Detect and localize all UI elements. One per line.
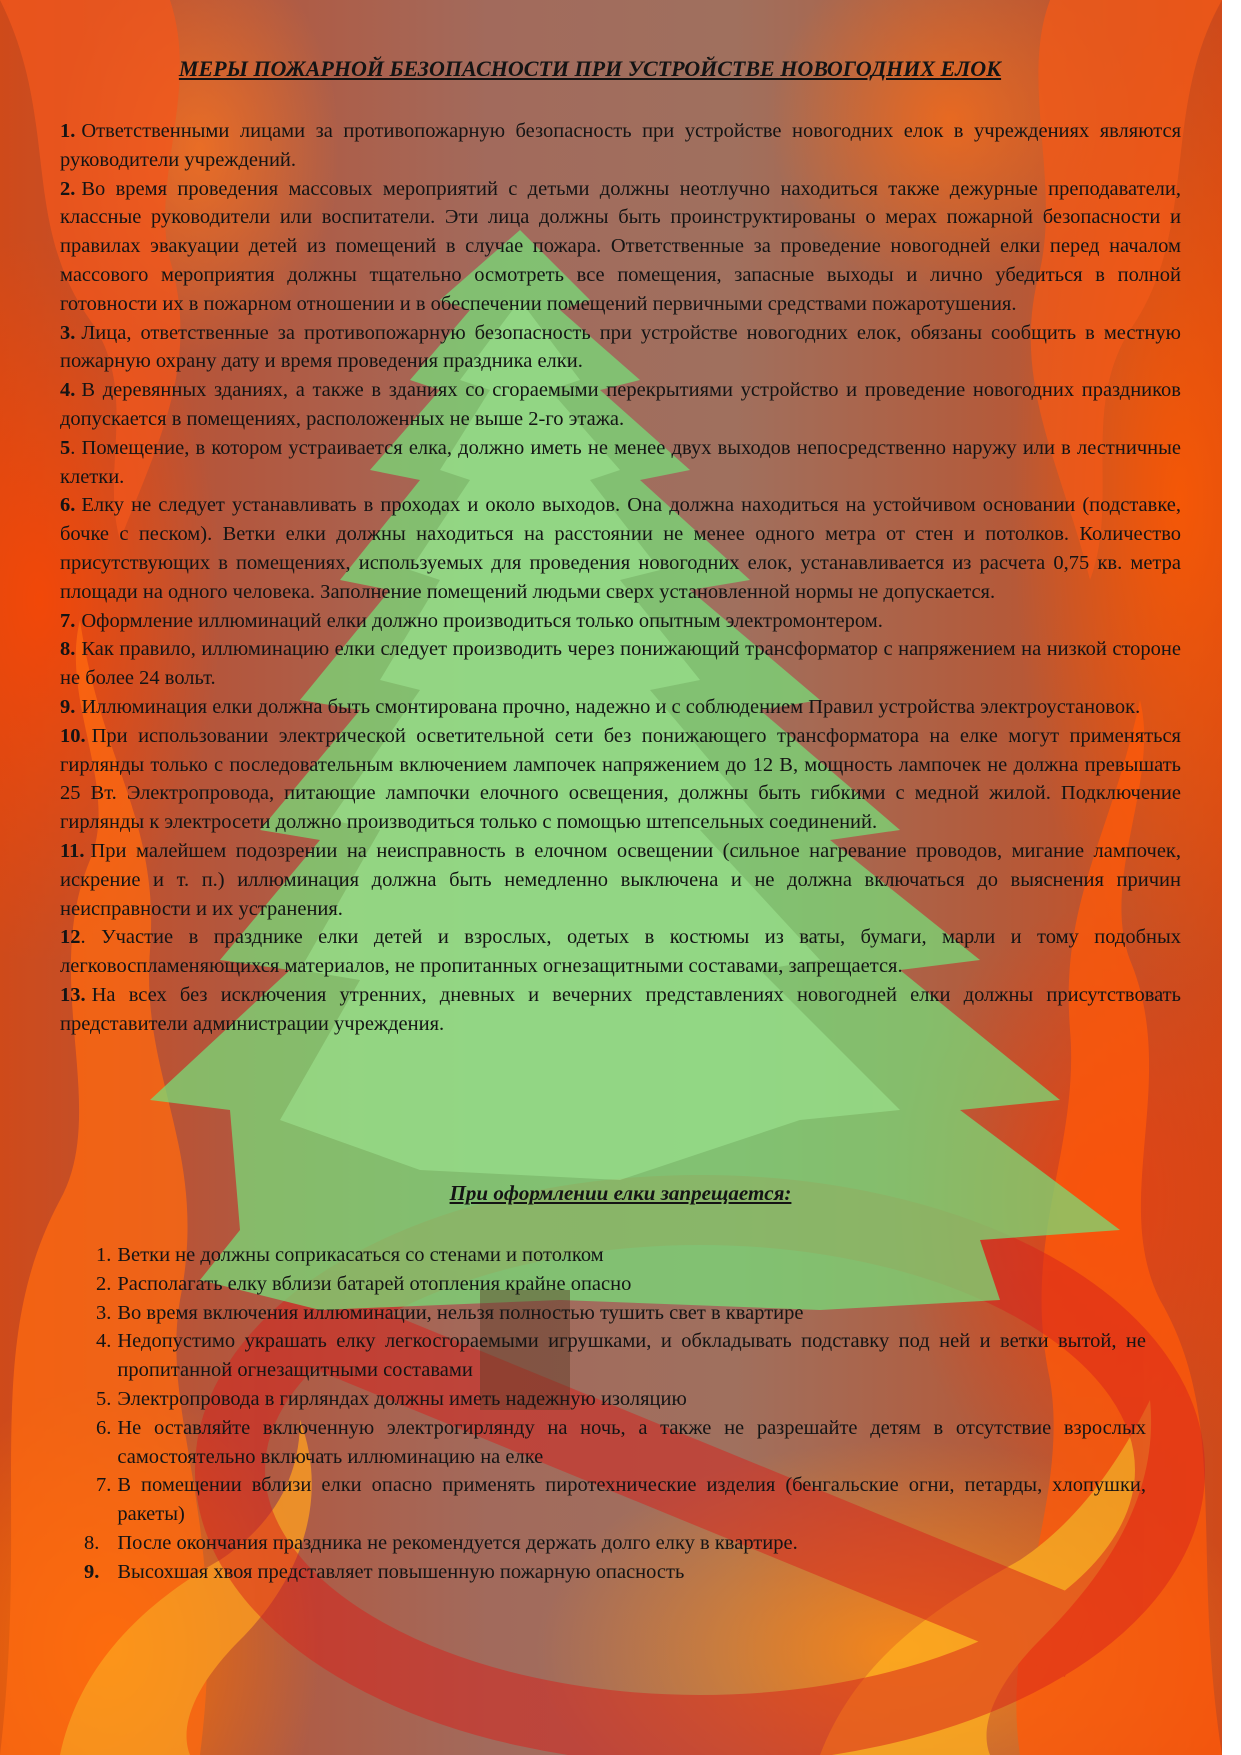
forbidden-text: Высохшая хвоя представляет повышенную пожарную опасность bbox=[117, 1560, 685, 1583]
rule-text: На всех без исключения утренних, дневных и вечерних представлениях новогодней елки должны присутствовать представители администрации учреждения. bbox=[60, 983, 1181, 1035]
rule-number: 1. bbox=[60, 120, 76, 142]
rule-number: 10. bbox=[60, 724, 86, 747]
rule-item bbox=[60, 491, 1181, 606]
rule-item bbox=[60, 837, 1181, 923]
rule-text: . Участие в празднике елки детей и взрослых, одетых в костюмы из ваты, бумаги, марли и тому подобных легковоспламеняющихся материалов, не пропитанных огнезащитными составами, запрещается. bbox=[60, 926, 1181, 978]
rule-item bbox=[60, 923, 1181, 981]
rule-item bbox=[60, 693, 1181, 722]
forbidden-text: Во время включения иллюминации, нельзя полностью тушить свет в квартире bbox=[117, 1301, 804, 1324]
rule-number: 11. bbox=[60, 839, 85, 862]
rule-item bbox=[60, 319, 1181, 377]
forbidden-item bbox=[84, 1558, 1146, 1587]
forbidden-number: 7. bbox=[96, 1474, 112, 1497]
forbidden-text: После окончания праздника не рекомендуется держать долго елку в квартире. bbox=[117, 1531, 798, 1554]
forbidden-number: 3. bbox=[96, 1301, 112, 1324]
rule-number: 7. bbox=[60, 609, 76, 632]
forbidden-item bbox=[96, 1414, 1146, 1472]
rule-number: 5 bbox=[60, 436, 71, 459]
rule-text: Иллюминация елки должна быть смонтирована прочно, надежно и с соблюдением Правил устройства электроустановок. bbox=[81, 695, 1141, 718]
forbidden-heading: При оформлении елки запрещается: bbox=[449, 1181, 792, 1205]
rule-item bbox=[60, 635, 1181, 693]
forbidden-item bbox=[96, 1270, 1146, 1299]
rule-text: Лица, ответственные за противопожарную безопасность при устройстве новогодних елок, обязаны сообщить в местную пожарную охрану дату и время проведения праздника елки. bbox=[60, 321, 1181, 373]
forbidden-text: Недопустимо украшать елку легкосгораемыми игрушками, и обкладывать подставку под ней и ветки вытой, не пропитанной огнезащитными составами bbox=[117, 1330, 1146, 1382]
forbidden-item bbox=[96, 1327, 1146, 1385]
rule-text: В деревянных зданиях, а также в зданиях со сгораемыми перекрытиями устройство и проведение новогодних праздников допускается в помещениях, расположенных не выше 2-го этажа. bbox=[60, 379, 1181, 430]
forbidden-item bbox=[96, 1471, 1146, 1529]
rule-number: 2. bbox=[60, 177, 76, 200]
forbidden-number: 2. bbox=[96, 1272, 112, 1295]
rule-text: Как правило, иллюминацию елки следует производить через понижающий трансформатор с напряжением на низкой стороне не более 24 вольт. bbox=[60, 638, 1181, 690]
rule-text: Во время проведения массовых мероприятий с детьми должны неотлучно находиться также дежурные преподаватели, классные руководители или воспитатели. Эти лица должны быть проинструктированы о мерах пожарной безопасности и правилах эвакуации детей из помещений в случае пожара. Ответственные за проведение новогодней елки перед началом массового мероприятия должны тщательно осмотреть все помещения, запасные выходы и лично убедиться в полной готовности их в пожарном отношении и в обеспечении помещений первичными средствами пожаротушения. bbox=[60, 177, 1181, 315]
forbidden-item bbox=[96, 1385, 1146, 1414]
forbidden-number: 8. bbox=[84, 1531, 100, 1554]
rule-number: 9. bbox=[60, 695, 76, 718]
forbidden-number: 6. bbox=[96, 1416, 112, 1439]
rule-number: 12 bbox=[60, 926, 81, 949]
rule-text: Ответственными лицами за противопожарную безопасность при устройстве новогодних елок в учреждениях являются руководители учреждений. bbox=[60, 120, 1181, 171]
forbidden-number: 9. bbox=[84, 1560, 100, 1583]
forbidden-text: Располагать елку вблизи батарей отопления крайне опасно bbox=[117, 1272, 632, 1295]
forbidden-number: 1. bbox=[96, 1244, 112, 1266]
forbidden-item bbox=[96, 1299, 1146, 1328]
rule-text: При малейшем подозрении на неисправность в елочном освещении (сильное нагревание проводов, мигание лампочек, искрение и т. п.) иллюминация должна быть немедленно выключена и не должна включаться до выяснения причин неисправности и их устранения. bbox=[60, 839, 1181, 920]
rule-number: 13. bbox=[60, 983, 86, 1006]
rule-item bbox=[60, 175, 1181, 319]
rule-number: 6. bbox=[60, 494, 76, 517]
rule-text: Елку не следует устанавливать в проходах и около выходов. Она должна находиться на устойчивом основании (подставке, бочке с песком). Ветки елки должны находиться на расстоянии не менее одного метра от стен и потолков. Количество присутствующих в помещениях, используемых для проведения новогодних елок, устанавливается из расчета 0,75 кв. метра площади на одного человека. Заполнение помещений людьми сверх установленной нормы не допускается. bbox=[60, 494, 1181, 603]
rule-text: При использовании электрической осветительной сети без понижающего трансформатора на елке могут применяться гирлянды только с последовательным включением лампочек напряжением до 12 В, мощность лампочек не должна превышать 25 Вт. Электропровода, питающие лампочки елочного освещения, должны быть гибкими с медной жилой. Подключение гирлянды к электросети должно производиться только с помощью штепсельных соединений. bbox=[60, 724, 1181, 834]
rule-item bbox=[60, 434, 1181, 492]
forbidden-text: В помещении вблизи елки опасно применять пиротехнические изделия (бенгальские огни, петарды, хлопушки, ракеты) bbox=[117, 1474, 1146, 1526]
page-title: МЕРЫ ПОЖАРНОЙ БЕЗОПАСНОСТИ ПРИ УСТРОЙСТВЕ НОВОГОДНИХ ЕЛОК bbox=[178, 56, 1002, 81]
forbidden-list bbox=[84, 1241, 1146, 1587]
forbidden-number: 5. bbox=[96, 1387, 112, 1410]
rule-text: . Помещение, в котором устраивается елка, должно иметь не менее двух выходов непосредственно наружу или в лестничные клетки. bbox=[60, 436, 1181, 488]
rule-item bbox=[60, 722, 1181, 837]
rule-number: 8. bbox=[60, 638, 76, 661]
forbidden-number: 4. bbox=[96, 1330, 112, 1353]
forbidden-text: Ветки не должны соприкасаться со стенами и потолком bbox=[117, 1244, 604, 1266]
rule-item bbox=[60, 117, 1181, 175]
forbidden-item bbox=[96, 1241, 1146, 1270]
rules-list bbox=[60, 117, 1181, 1039]
rule-item bbox=[60, 376, 1181, 434]
rule-text: Оформление иллюминаций елки должно производиться только опытным электромонтером. bbox=[81, 609, 883, 632]
forbidden-text: Электропровода в гирляндах должны иметь надежную изоляцию bbox=[117, 1387, 687, 1410]
forbidden-item bbox=[84, 1529, 1146, 1558]
rule-item bbox=[60, 607, 1181, 636]
rule-item bbox=[60, 981, 1181, 1039]
forbidden-text: Не оставляйте включенную электрогирлянду на ночь, а также не разрешайте детям в отсутствие взрослых самостоятельно включать иллюминацию на елке bbox=[117, 1416, 1146, 1468]
rule-number: 4. bbox=[60, 379, 76, 402]
rule-number: 3. bbox=[60, 321, 76, 344]
